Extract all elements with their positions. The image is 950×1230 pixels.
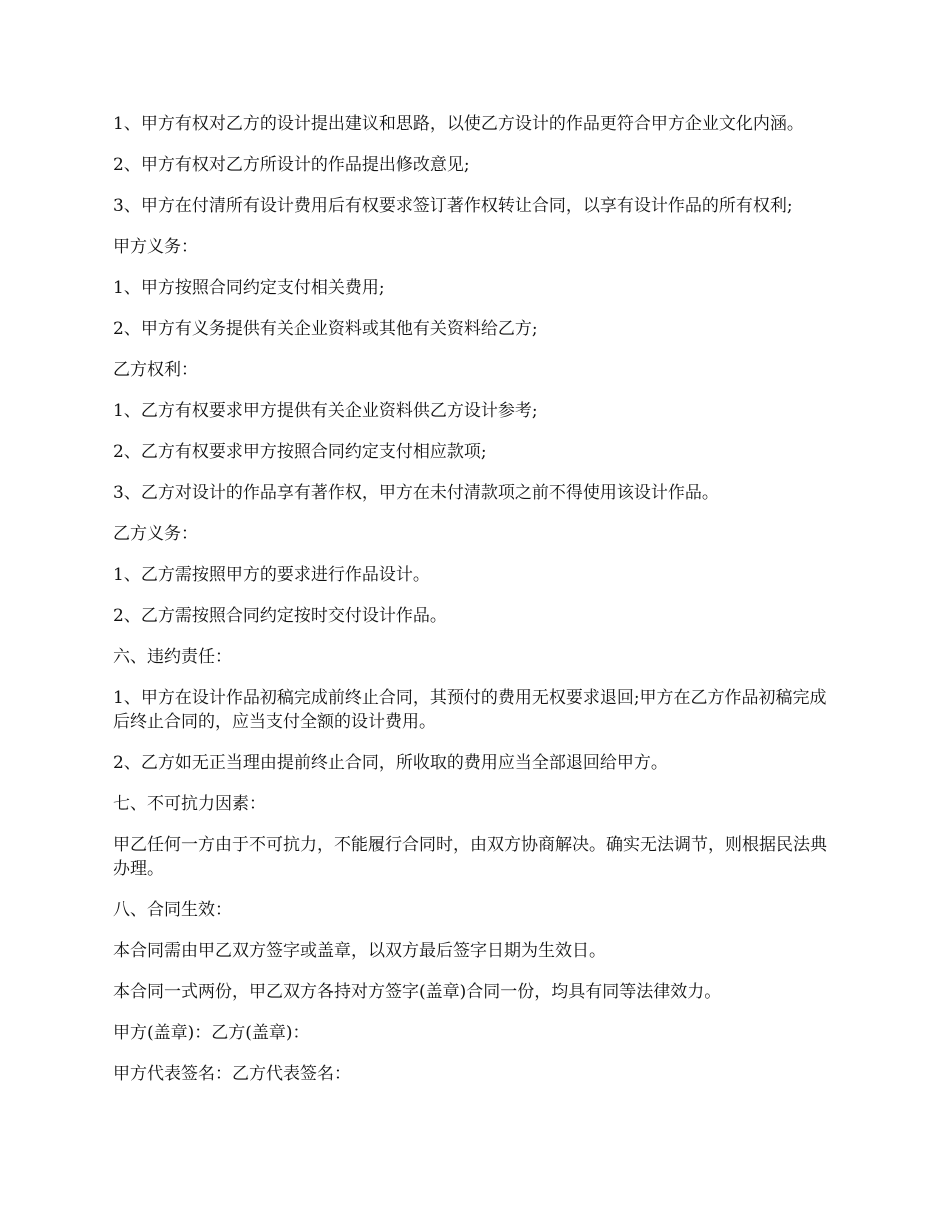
clause-party-b-right-3: 3、乙方对设计的作品享有著作权，甲方在未付清款项之前不得使用该设计作品。 [113,483,719,503]
clause-party-a-obligation-1: 1、甲方按照合同约定支付相关费用; [113,278,385,298]
clause-breach-2: 2、乙方如无正当理由提前终止合同，所收取的费用应当全部退回给甲方。 [113,753,668,773]
signature-seal-line: 甲方(盖章)：乙方(盖章)： [113,1023,310,1043]
clause-party-a-right-2: 2、甲方有权对乙方所设计的作品提出修改意见; [113,155,470,175]
clause-party-b-right-1: 1、乙方有权要求甲方提供有关企业资料供乙方设计参考; [113,401,538,421]
clause-party-a-right-1: 1、甲方有权对乙方的设计提出建议和思路，以使乙方设计的作品更符合甲方企业文化内涵。 [113,114,804,134]
document-body [113,112,843,1103]
clause-effectiveness-1: 本合同需由甲乙双方签字或盖章，以双方最后签字日期为生效日。 [113,941,606,961]
clause-breach-1: 1、甲方在设计作品初稿完成前终止合同，其预付的费用无权要求退回;甲方在乙方作品初稿完成后终止合同的，应当支付全额的设计费用。 [113,688,827,732]
clause-party-b-obligation-1: 1、乙方需按照甲方的要求进行作品设计。 [113,565,430,585]
section-heading-force-majeure: 七、不可抗力因素： [113,794,266,814]
clause-effectiveness-2: 本合同一式两份，甲乙双方各持对方签字(盖章)合同一份，均具有同等法律效力。 [113,982,722,1002]
clause-force-majeure: 甲乙任何一方由于不可抗力，不能履行合同时，由双方协商解决。确实无法调节，则根据民法典办理。 [113,835,827,879]
clause-party-b-right-2: 2、乙方有权要求甲方按照合同约定支付相应款项; [113,442,487,462]
section-heading-party-b-obligations: 乙方义务： [113,524,198,544]
section-heading-party-b-rights: 乙方权利： [113,360,198,380]
clause-party-a-right-3: 3、甲方在付清所有设计费用后有权要求签订著作权转让合同，以享有设计作品的所有权利; [113,196,793,216]
section-heading-effectiveness: 八、合同生效： [113,900,232,920]
signature-representative-line: 甲方代表签名：乙方代表签名： [113,1064,351,1084]
section-heading-party-a-obligations: 甲方义务： [113,237,198,257]
clause-party-b-obligation-2: 2、乙方需按照合同约定按时交付设计作品。 [113,606,447,626]
section-heading-breach-liability: 六、违约责任： [113,647,232,667]
clause-party-a-obligation-2: 2、甲方有义务提供有关企业资料或其他有关资料给乙方; [113,319,538,339]
